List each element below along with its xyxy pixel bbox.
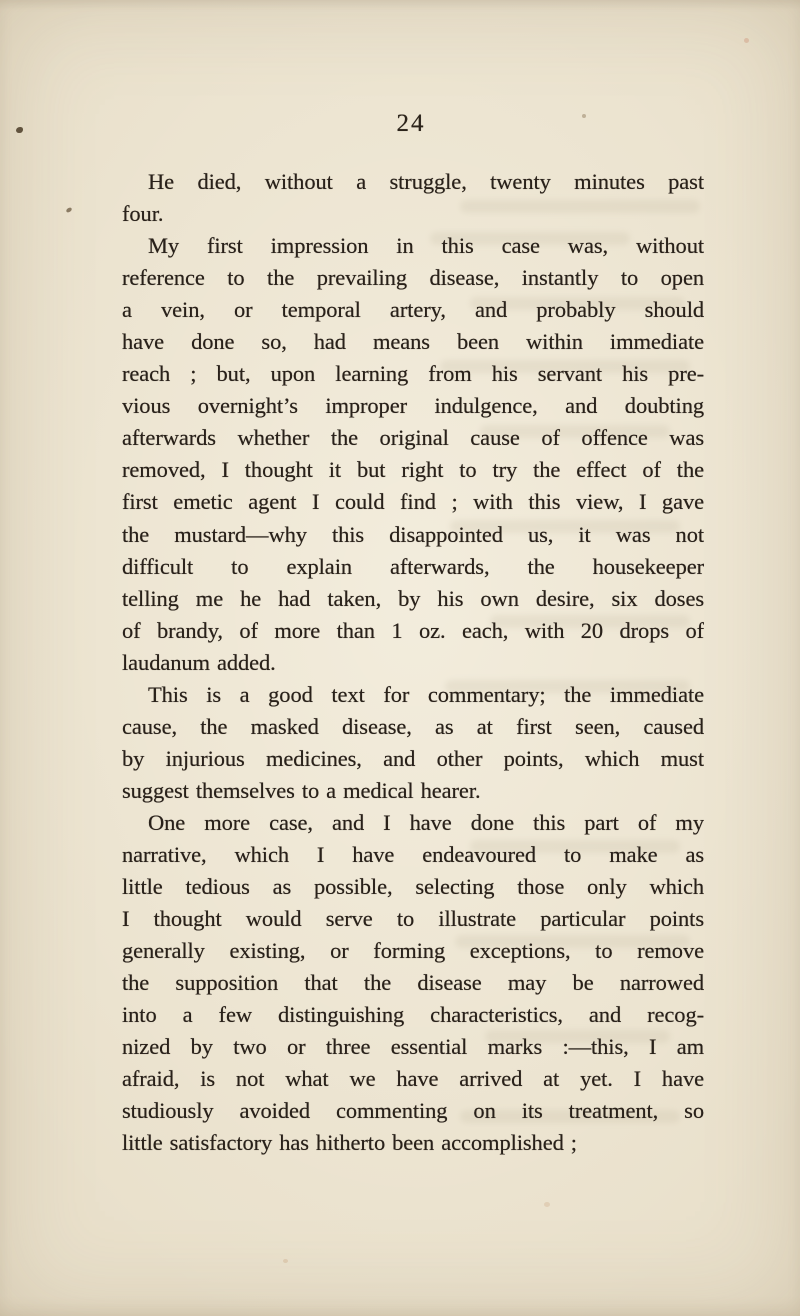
text-line: have done so, had means been within immediate	[122, 329, 704, 355]
text-line: the mustard—why this disappointed us, it was not	[122, 521, 704, 547]
text-line: cause, the masked disease, as at first seen, caused	[122, 713, 704, 739]
text-line: One more case, and I have done this part of my	[148, 809, 704, 835]
text-line: vious overnight’s improper indulgence, and doubting	[122, 393, 704, 419]
text-line: four.	[122, 201, 164, 227]
paragraph	[122, 679, 704, 807]
text-line: studiously avoided commenting on its treatment, so	[122, 1098, 704, 1124]
paragraph	[122, 807, 704, 1160]
text-line: of brandy, of more than 1 oz. each, with 20 drops of	[122, 617, 704, 643]
text-line: into a few distinguishing characteristics, and recog-	[122, 1002, 704, 1028]
text-line: laudanum added.	[122, 649, 276, 675]
text-line: narrative, which I have endeavoured to make as	[122, 841, 704, 867]
text-line: I thought would serve to illustrate particular points	[122, 906, 704, 932]
text-line: afterwards whether the original cause of offence was	[122, 425, 704, 451]
text-line: reach ; but, upon learning from his servant his pre-	[122, 361, 704, 387]
text-line: afraid, is not what we have arrived at yet. I have	[122, 1066, 704, 1092]
text-line: suggest themselves to a medical hearer.	[122, 777, 481, 803]
paper-speck	[582, 114, 586, 118]
text-line: He died, without a struggle, twenty minutes past	[148, 169, 704, 194]
text-line: telling me he had taken, by his own desire, six doses	[122, 585, 704, 611]
page-number: 24	[396, 110, 426, 137]
paper-speck	[744, 38, 749, 43]
text-line: by injurious medicines, and other points, which must	[122, 745, 704, 771]
text-line: the supposition that the disease may be narrowed	[122, 970, 704, 996]
text-line: This is a good text for commentary; the immediate	[148, 681, 704, 707]
paper-speck	[544, 1202, 550, 1207]
text-line: little satisfactory has hitherto been accomplished ;	[122, 1130, 577, 1156]
text-line: generally existing, or forming exceptions, to remove	[122, 938, 704, 964]
paragraph	[122, 230, 704, 679]
text-line: little tedious as possible, selecting those only which	[122, 874, 704, 900]
text-line: a vein, or temporal artery, and probably should	[122, 297, 704, 323]
text-line: nized by two or three essential marks :—this, I am	[122, 1034, 704, 1060]
paper-speck	[65, 207, 72, 214]
paragraph	[122, 166, 704, 230]
paper-speck	[283, 1259, 288, 1263]
text-line: removed, I thought it but right to try the effect of the	[122, 457, 704, 483]
text-line: difficult to explain afterwards, the housekeeper	[122, 553, 704, 579]
text-line: My first impression in this case was, without	[148, 233, 704, 259]
paper-speck	[16, 127, 23, 133]
text-block	[122, 166, 704, 1159]
text-line: reference to the prevailing disease, instantly to open	[122, 265, 704, 291]
text-line: first emetic agent I could find ; with this view, I gave	[122, 489, 704, 515]
